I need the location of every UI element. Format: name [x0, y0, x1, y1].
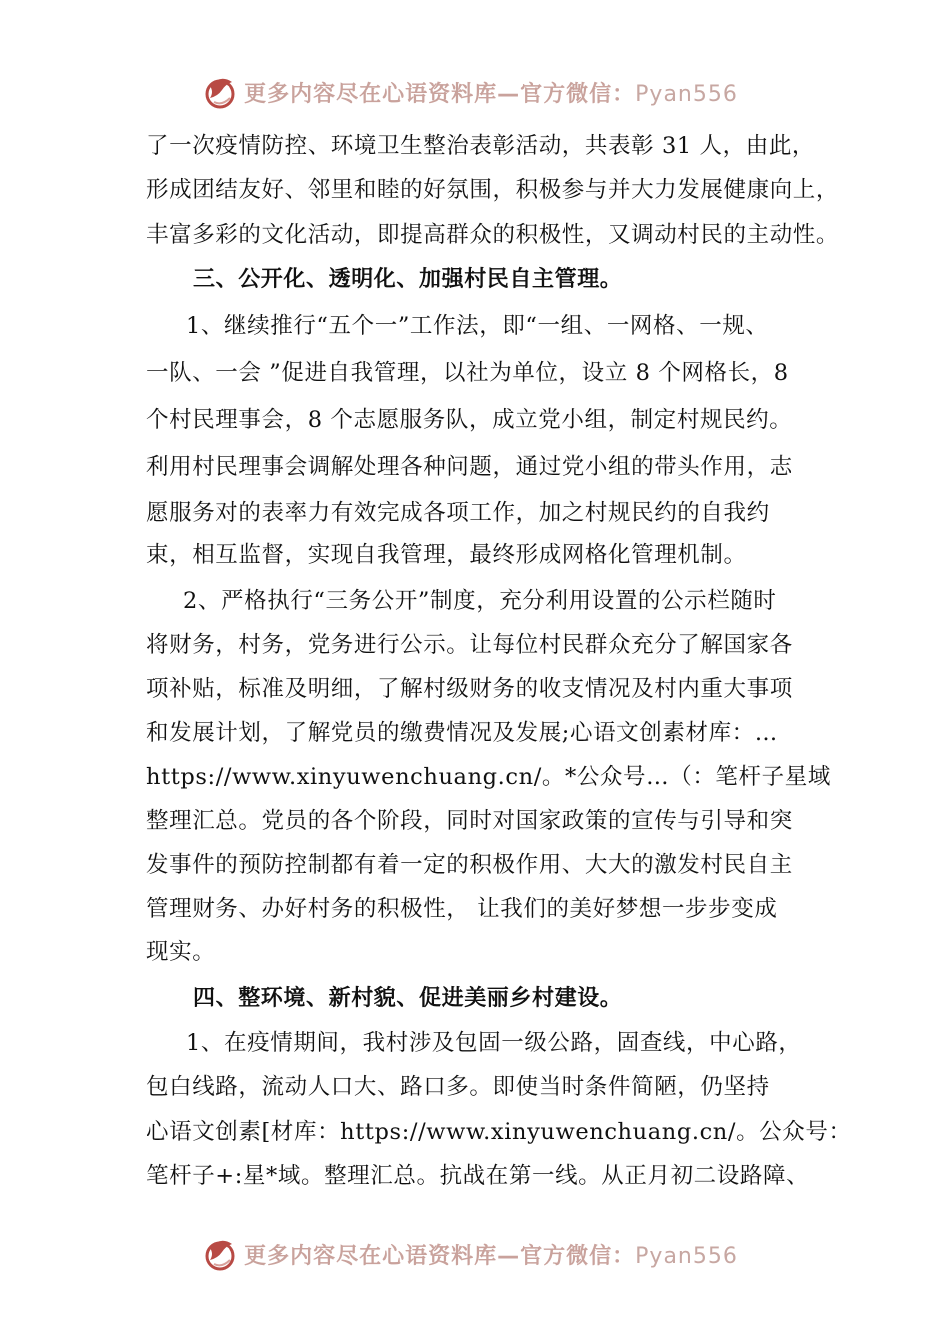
text-line: 整理汇总。党员的各个阶段，同时对国家政策的宣传与引导和突 [146, 808, 793, 834]
text-line: 项补贴，标准及明细，了解村级财务的收支情况及村内重大事项 [146, 676, 793, 702]
text-line: 笔杆子+:星*域。整理汇总。抗战在第一线。从正月初二设路障、 [146, 1163, 810, 1189]
text-line: 2、严格执行“三务公开”制度，充分利用设置的公示栏随时 [183, 588, 777, 614]
wechat-id: Pyan556 [635, 81, 738, 107]
text-line: 和发展计划，了解党员的缴费情况及发展;心语文创素材库：… [146, 720, 778, 746]
footer-watermark-banner [0, 1232, 950, 1276]
section-heading: 三、公开化、透明化、加强村民自主管理。 [193, 267, 623, 292]
text-line: 形成团结友好、邻里和睦的好氛围，积极参与并大力发展健康向上， [146, 177, 840, 203]
text-line: 束，相互监督，实现自我管理，最终形成网格化管理机制。 [146, 542, 747, 568]
text-line: 个村民理事会，8 个志愿服务队，成立党小组，制定村规民约。 [146, 407, 793, 433]
xinyu-logo-icon [200, 1234, 240, 1274]
section-heading: 四、整环境、新村貌、促进美丽乡村建设。 [193, 986, 623, 1011]
text-line: 了一次疫情防控、环境卫生整治表彰活动，共表彰 31 人，由此， [146, 133, 816, 159]
text-line: 将财务，村务，党务进行公示。让每位村民群众充分了解国家各 [146, 632, 793, 658]
header-watermark-banner [0, 70, 950, 114]
text-line: 包白线路，流动人口大、路口多。即使当时条件简陋，仍坚持 [146, 1074, 770, 1100]
text-line: 1、在疫情期间，我村涉及包固一级公路，固查线，中心路， [186, 1030, 802, 1056]
text-line: 1、继续推行“五个一”工作法，即“一组、一网格、一规、 [186, 313, 769, 339]
text-line: https://www.xinyuwenchuang.cn/。*公众号…（：笔杆子星域 [146, 764, 831, 790]
watermark-text: 更多内容尽在心语资料库—官方微信：Pyan556 [244, 1243, 738, 1269]
text-line: 利用村民理事会调解处理各种问题，通过党小组的带头作用，志 [146, 454, 793, 480]
text-line: 一队、一会 ”促进自我管理，以社为单位，设立 8 个网格长，8 [146, 360, 789, 386]
xinyu-logo-icon [200, 72, 240, 112]
text-line: 现实。 [146, 939, 216, 965]
text-line: 管理财务、办好村务的积极性， 让我们的美好梦想一步步变成 [146, 896, 778, 922]
text-line: 愿服务对的表率力有效完成各项工作，加之村规民约的自我约 [146, 500, 770, 526]
text-line: 心语文创素[材库：https://www.xinyuwenchuang.cn/。公众号： [146, 1119, 852, 1145]
watermark-text: 更多内容尽在心语资料库—官方微信：Pyan556 [244, 81, 738, 107]
text-line: 发事件的预防控制都有着一定的积极作用、大大的激发村民自主 [146, 852, 793, 878]
text-line: 丰富多彩的文化活动，即提高群众的积极性，又调动村民的主动性。 [146, 222, 840, 248]
wechat-id: Pyan556 [635, 1243, 738, 1269]
